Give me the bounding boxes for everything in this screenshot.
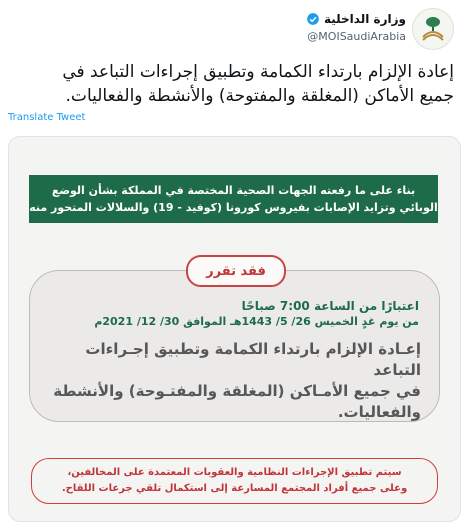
tweet-text-line: جميع الأماكن (المغلقة والمفتوحة) والأنشطة والفعاليات.	[65, 86, 454, 106]
avatar[interactable]	[412, 8, 454, 50]
saudi-emblem-icon	[418, 14, 448, 44]
effective-date: من يوم غدٍ الخميس 26/ 5/ 1443هـ الموافق 30/ 12/ 2021م	[94, 315, 419, 328]
banner-line: بناء على ما رفعته الجهات الصحية المختصة في المملكة بشأن الوضع	[51, 184, 416, 197]
effective-time: اعتبارًا من الساعة 7:00 صباحًا	[241, 299, 419, 313]
warning-line: سيتم تطبيق الإجراءات النظامية والعقوبات المعتمدة على المخالفين،	[67, 467, 402, 478]
display-name[interactable]: وزارة الداخلية	[323, 12, 406, 26]
warning-line: وعلى جميع أفراد المجتمع المسارعة إلى استكمال تلقي جرعات اللقاح.	[61, 483, 408, 494]
decision-line: إعـادة الإلزام بارتداء الكمامة وتطبيق إجـراءات التباعد	[85, 340, 421, 379]
tweet-text	[10, 60, 454, 108]
account-handle[interactable]: @MOISaudiArabia	[307, 30, 406, 43]
decision-text	[42, 339, 421, 423]
tweet-header	[0, 8, 468, 52]
verified-badge-icon	[306, 12, 320, 26]
banner-line: الوبائي وتزايد الإصابات بفيروس كورونا (كوفيد - 19) والسلالات المتحور منه	[29, 201, 438, 214]
translate-tweet-link[interactable]: Translate Tweet	[8, 112, 86, 123]
decision-line: والفعاليات.	[337, 403, 421, 421]
warning-box	[31, 458, 438, 504]
decision-line: في جميع الأمـاكن (المغلقة والمفتـوحة) والأنشطة	[53, 382, 421, 400]
decision-panel	[29, 270, 440, 422]
effective-date-block	[50, 298, 419, 330]
context-banner	[29, 175, 438, 223]
tweet-image-card[interactable]	[8, 136, 461, 522]
decree-badge: فقد تقرر	[186, 255, 286, 287]
tweet-text-line: إعادة الإلزام بارتداء الكمامة وتطبيق إجراءات التباعد في	[62, 62, 454, 82]
